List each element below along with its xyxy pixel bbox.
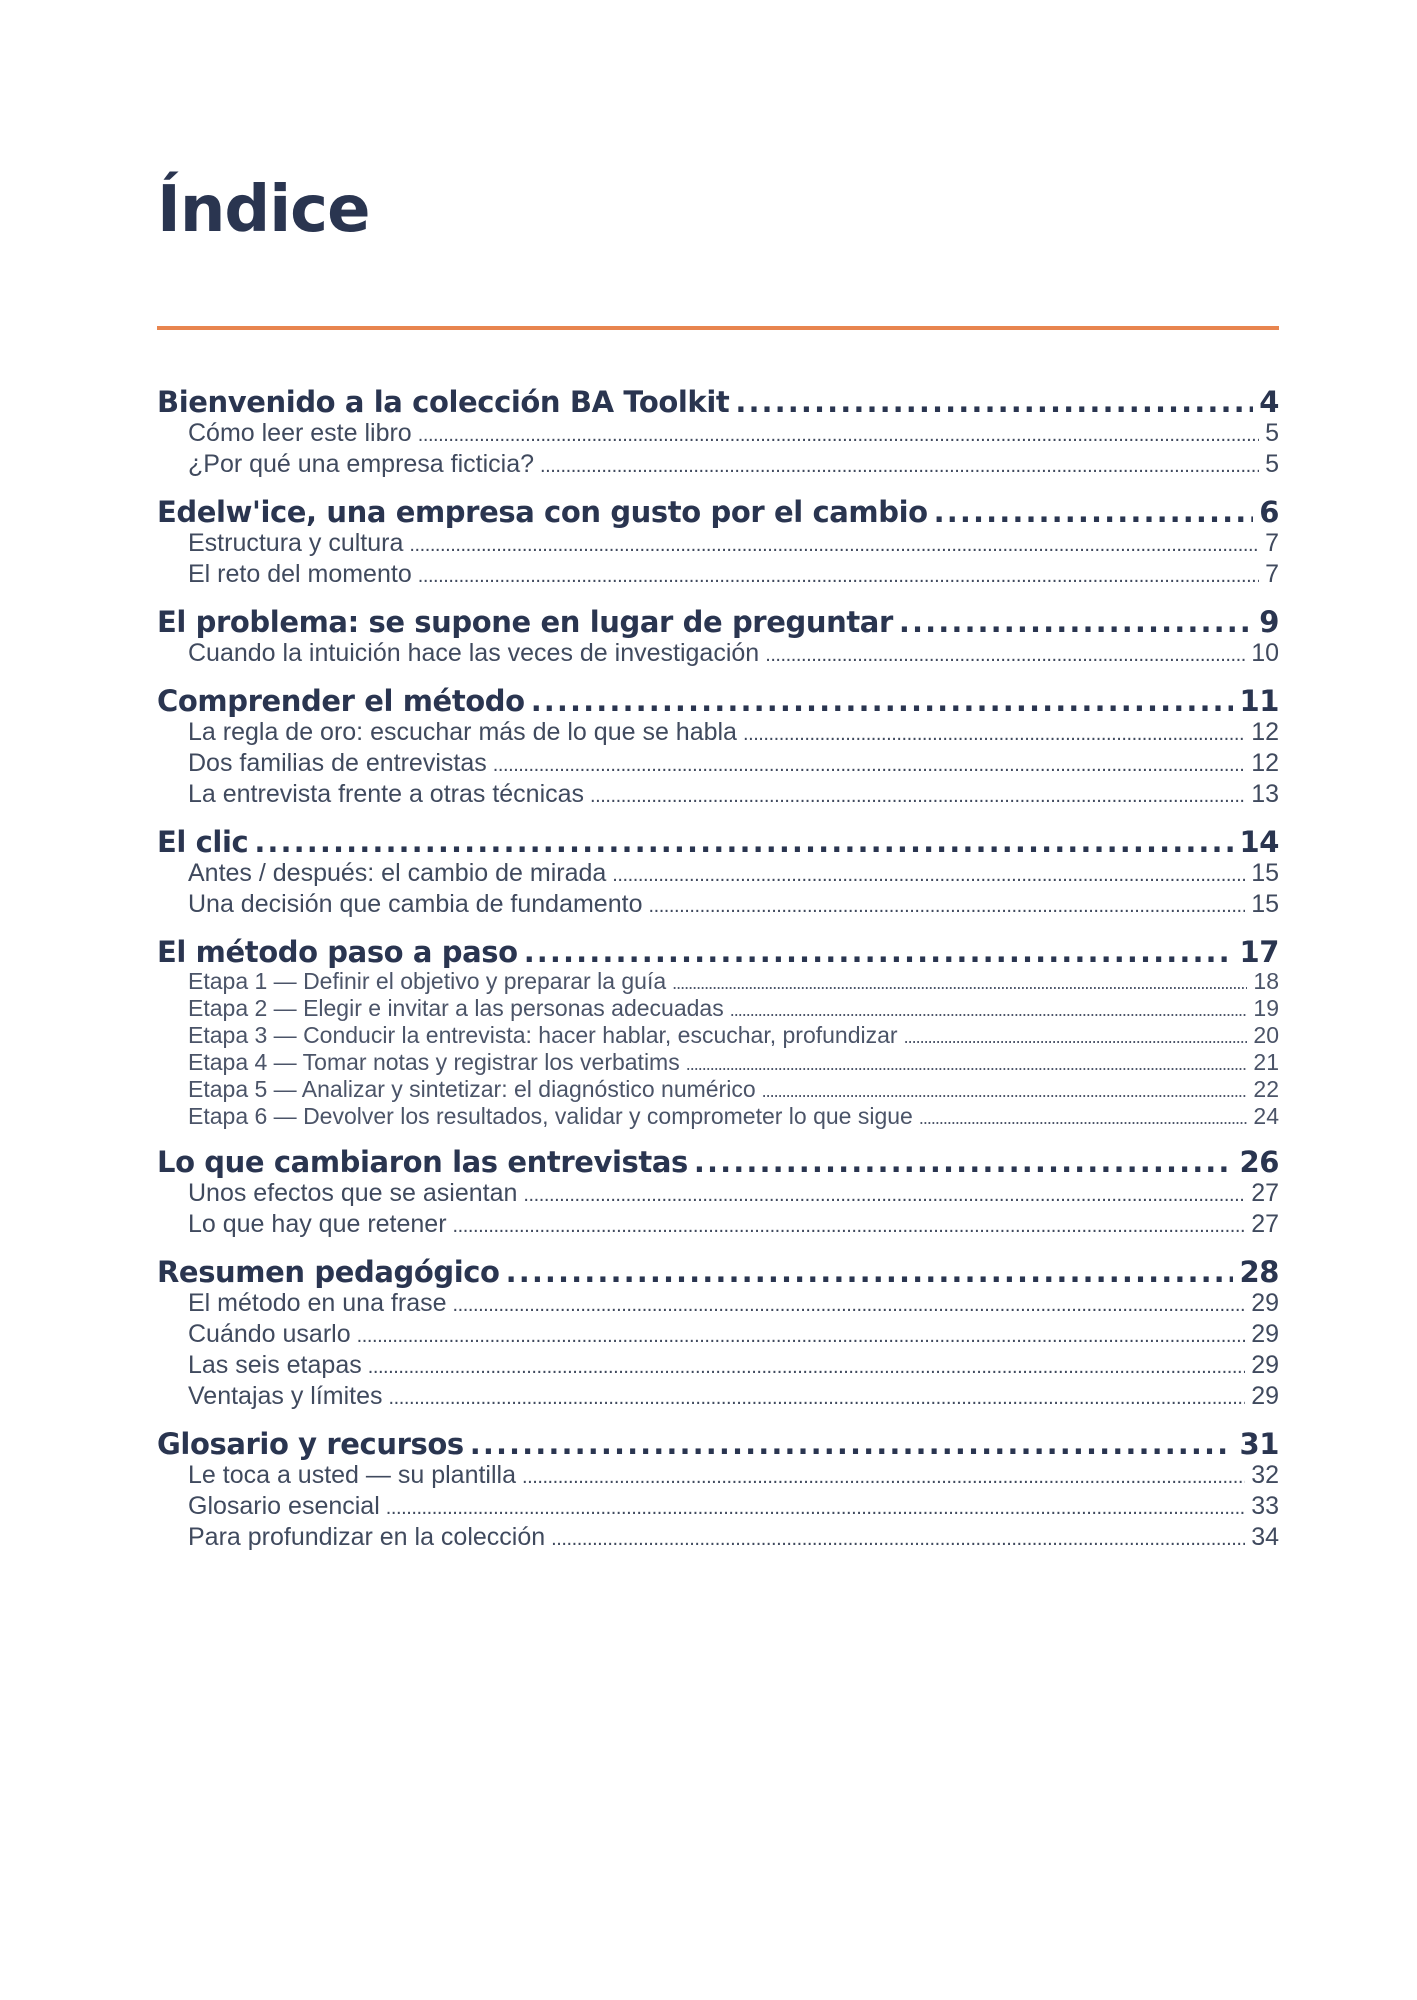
toc-subsection-entry[interactable] [157,1351,1279,1382]
toc-subsection-entry[interactable] [157,718,1279,749]
toc-subsection-entry[interactable] [157,1023,1279,1050]
dot-leader [934,495,1254,529]
toc-subsection-entry[interactable] [157,639,1279,670]
toc-page-number: 5 [1265,450,1279,478]
toc-page-number: 20 [1253,1022,1279,1048]
toc-page-number: 29 [1251,1382,1279,1410]
toc-subsection-entry[interactable] [157,890,1279,921]
toc-entry-title: Una decisión que cambia de fundamento [188,890,643,918]
dot-leader [899,605,1253,639]
toc-entry-title: Le toca a usted — su plantilla [188,1461,516,1489]
toc-chapter-entry[interactable] [157,935,1279,969]
toc-page-number: 22 [1253,1076,1279,1102]
toc-subsection-entry[interactable] [157,1210,1279,1241]
toc-chapter-entry[interactable] [157,385,1279,419]
dot-leader [254,825,1233,859]
toc-subsection-entry[interactable] [157,529,1279,560]
toc-page-number: 10 [1251,639,1279,667]
toc-subsection-entry[interactable] [157,1289,1279,1320]
toc-section [157,1427,1279,1554]
page-title: Índice [157,173,370,247]
toc-page-number: 18 [1253,968,1279,994]
toc-section [157,1145,1279,1241]
toc-entry-title: Bienvenido a la colección BA Toolkit [157,385,730,419]
dot-leader [590,782,1245,811]
dot-leader [735,385,1253,419]
dot-leader [540,452,1259,481]
toc-entry-title: Lo que hay que retener [188,1210,447,1238]
toc-entry-title: Comprender el método [157,684,525,718]
dot-leader [694,1145,1234,1179]
toc-page-number: 28 [1239,1255,1279,1289]
dot-leader [762,1079,1248,1104]
dot-leader [470,1427,1234,1461]
toc-subsection-entry[interactable] [157,450,1279,481]
toc-page-number: 21 [1253,1049,1279,1075]
toc-subsection-entry[interactable] [157,1461,1279,1492]
toc-page-number: 27 [1251,1210,1279,1238]
toc-subsection-entry[interactable] [157,419,1279,450]
toc-entry-title: Antes / después: el cambio de mirada [188,859,607,887]
dot-leader [368,1353,1245,1382]
toc-page-number: 11 [1239,684,1279,718]
toc-page-number: 17 [1239,935,1279,969]
toc-page-number: 26 [1239,1145,1279,1179]
toc-page-number: 29 [1251,1320,1279,1348]
toc-subsection-entry[interactable] [157,1104,1279,1131]
dot-leader [551,1525,1245,1554]
toc-chapter-entry[interactable] [157,605,1279,639]
toc-entry-title: Lo que cambiaron las entrevistas [157,1145,688,1179]
dot-leader [493,751,1245,780]
toc-page-number: 33 [1251,1492,1279,1520]
toc-entry-title: El reto del momento [188,560,412,588]
toc-entry-title: Etapa 2 — Elegir e invitar a las personas adecuadas [188,995,724,1021]
toc-entry-title: Glosario esencial [188,1492,380,1520]
dot-leader [524,935,1234,969]
toc-entry-title: La entrevista frente a otras técnicas [188,780,585,808]
toc-section [157,935,1279,1131]
dot-leader [522,1463,1245,1492]
toc-page-number: 24 [1253,1103,1279,1129]
toc-entry-title: Edelw'ice, una empresa con gusto por el cambio [157,495,928,529]
dot-leader [612,861,1245,890]
toc-entry-title: Estructura y cultura [188,529,404,557]
toc-entry-title: Glosario y recursos [157,1427,464,1461]
toc-page-number: 15 [1251,890,1279,918]
dot-leader [386,1494,1245,1523]
toc-entry-title: Etapa 4 — Tomar notas y registrar los verbatims [188,1049,680,1075]
dot-leader [686,1052,1248,1077]
dot-leader [409,531,1259,560]
toc-entry-title: La regla de oro: escuchar más de lo que se habla [188,718,737,746]
toc-section [157,1255,1279,1413]
toc-page-number: 29 [1251,1289,1279,1317]
toc-page-number: 14 [1239,825,1279,859]
dot-leader [919,1106,1248,1131]
toc-entry-title: Etapa 1 — Definir el objetivo y preparar la guía [188,968,667,994]
toc-page-number: 6 [1259,495,1279,529]
dot-leader [389,1384,1246,1413]
table-of-contents [157,385,1279,1568]
toc-subsection-entry[interactable] [157,780,1279,811]
toc-entry-title: Etapa 5 — Analizar y sintetizar: el diagnóstico numérico [188,1076,756,1102]
dot-leader [531,684,1234,718]
dot-leader [357,1322,1246,1351]
toc-page-number: 13 [1251,780,1279,808]
toc-subsection-entry[interactable] [157,1492,1279,1523]
toc-entry-title: Dos familias de entrevistas [188,749,487,777]
dot-leader [453,1212,1246,1241]
toc-entry-title: Etapa 3 — Conducir la entrevista: hacer hablar, escuchar, profundizar [188,1022,898,1048]
toc-subsection-entry[interactable] [157,1523,1279,1554]
toc-entry-title: Etapa 6 — Devolver los resultados, validar y comprometer lo que sigue [188,1103,913,1129]
toc-page-number: 5 [1265,419,1279,447]
toc-subsection-entry[interactable] [157,749,1279,780]
toc-page-number: 15 [1251,859,1279,887]
dot-leader [418,562,1259,591]
toc-entry-title: El método en una frase [188,1289,447,1317]
dot-leader [904,1025,1248,1050]
dot-leader [648,892,1245,921]
toc-entry-title: Ventajas y límites [188,1382,383,1410]
dot-leader [506,1255,1234,1289]
toc-page-number: 19 [1253,995,1279,1021]
toc-entry-title: ¿Por qué una empresa ficticia? [188,450,535,478]
dot-leader [765,641,1245,670]
toc-chapter-entry[interactable] [157,1145,1279,1179]
toc-section [157,495,1279,591]
toc-page-number: 7 [1265,560,1279,588]
toc-section [157,684,1279,811]
toc-subsection-entry[interactable] [157,1179,1279,1210]
toc-entry-title: El método paso a paso [157,935,518,969]
toc-subsection-entry[interactable] [157,1077,1279,1104]
toc-section [157,825,1279,921]
toc-entry-title: El clic [157,825,249,859]
toc-entry-title: Para profundizar en la colección [188,1523,546,1551]
toc-subsection-entry[interactable] [157,996,1279,1023]
toc-subsection-entry[interactable] [157,859,1279,890]
toc-page-number: 29 [1251,1351,1279,1379]
dot-leader [730,998,1248,1023]
toc-chapter-entry[interactable] [157,684,1279,718]
toc-section [157,385,1279,481]
toc-page-number: 9 [1259,605,1279,639]
dot-leader [453,1291,1246,1320]
toc-chapter-entry[interactable] [157,825,1279,859]
toc-subsection-entry[interactable] [157,560,1279,591]
toc-page-number: 31 [1239,1427,1279,1461]
toc-page-number: 12 [1251,749,1279,777]
toc-page-number: 7 [1265,529,1279,557]
toc-entry-title: Las seis etapas [188,1351,362,1379]
dot-leader [418,421,1259,450]
toc-page-number: 32 [1251,1461,1279,1489]
toc-subsection-entry[interactable] [157,1382,1279,1413]
toc-chapter-entry[interactable] [157,1427,1279,1461]
toc-entry-title: Unos efectos que se asientan [188,1179,518,1207]
toc-subsection-entry[interactable] [157,969,1279,996]
toc-entry-title: Cómo leer este libro [188,419,412,447]
toc-subsection-entry[interactable] [157,1320,1279,1351]
dot-leader [672,971,1247,996]
dot-leader [523,1181,1245,1210]
toc-chapter-entry[interactable] [157,495,1279,529]
toc-page-number: 27 [1251,1179,1279,1207]
toc-entry-title: El problema: se supone en lugar de preguntar [157,605,893,639]
toc-entry-title: Cuando la intuición hace las veces de investigación [188,639,760,667]
toc-page-number: 4 [1259,385,1279,419]
toc-subsection-entry[interactable] [157,1050,1279,1077]
toc-page-number: 12 [1251,718,1279,746]
toc-page-number: 34 [1251,1523,1279,1551]
title-divider [157,326,1279,330]
toc-chapter-entry[interactable] [157,1255,1279,1289]
toc-section [157,605,1279,670]
dot-leader [743,720,1245,749]
toc-entry-title: Cuándo usarlo [188,1320,351,1348]
toc-entry-title: Resumen pedagógico [157,1255,500,1289]
